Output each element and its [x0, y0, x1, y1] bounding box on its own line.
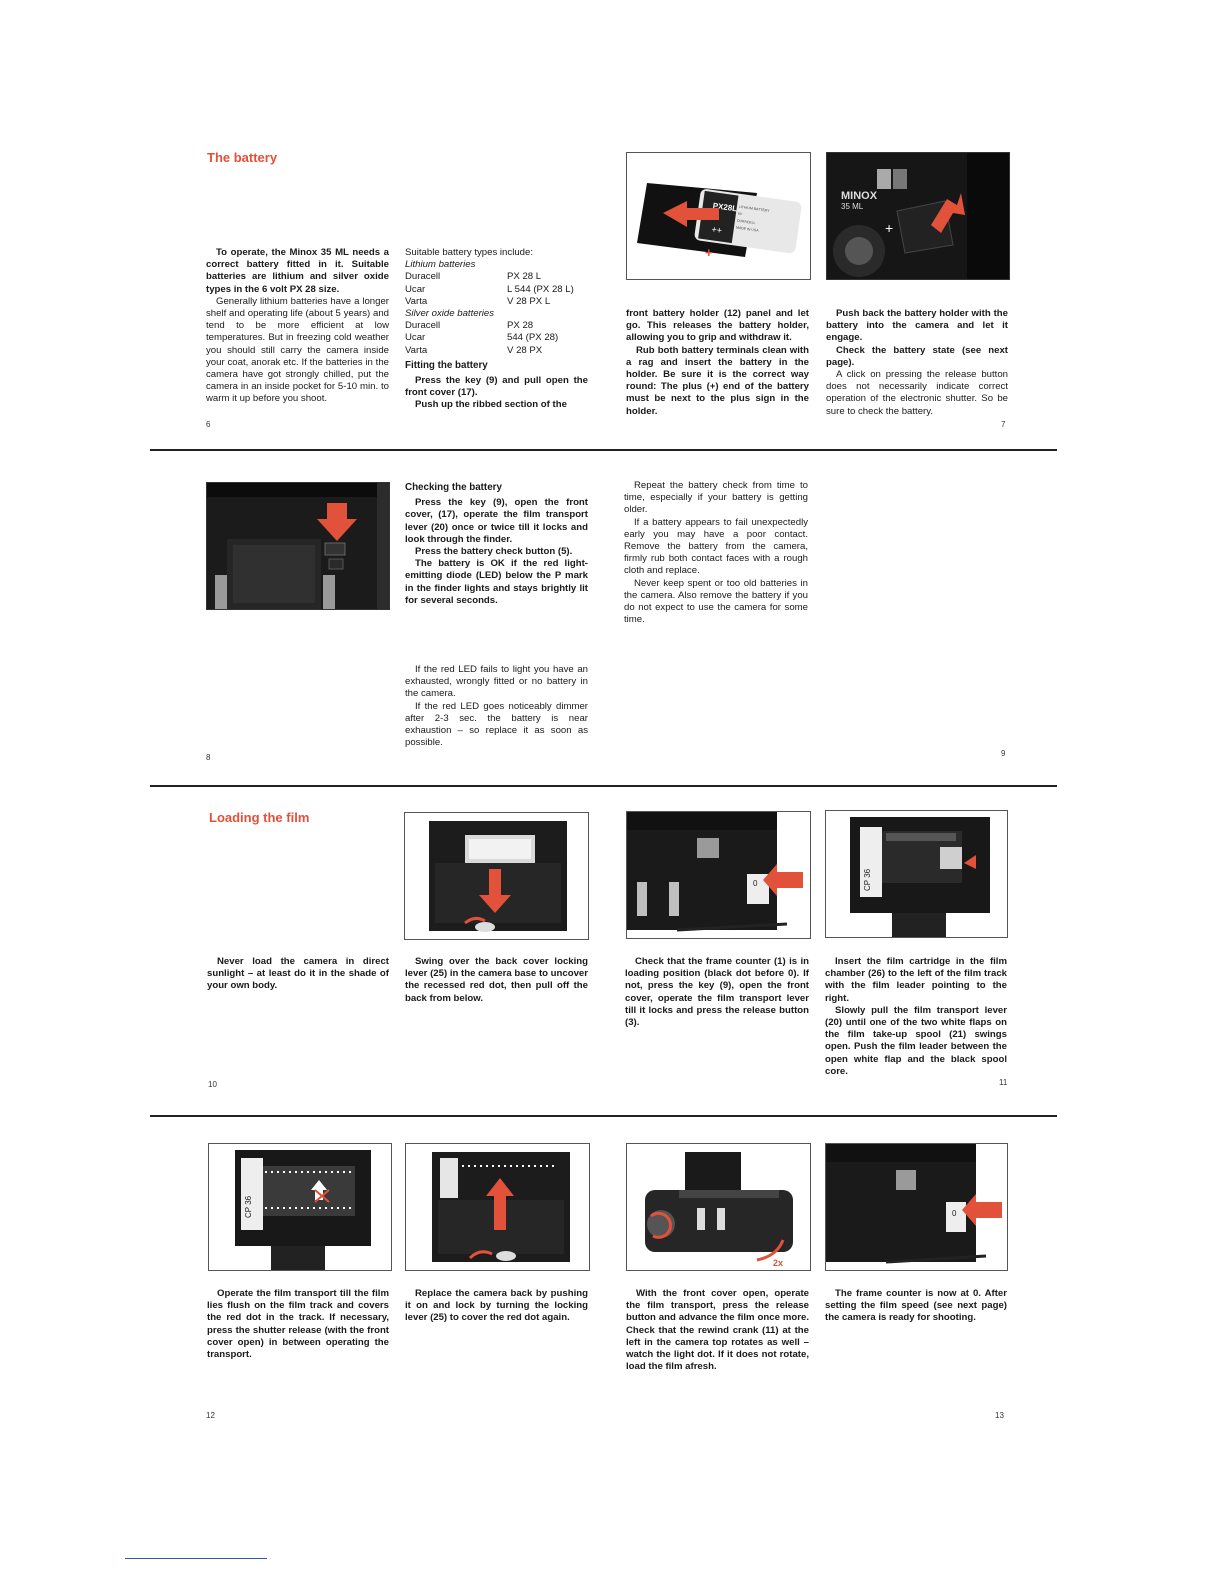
poor-contact-paragraph: If a battery appears to fail unexpectedly early you may have a poor contact. Remove the battery from the camera, firmly rub both contact faces with a rough cloth and replace. — [624, 516, 808, 577]
battery-pushback-paragraph: Push back the battery holder with the battery into the camera and let it engage. — [826, 308, 1008, 344]
page-number: 10 — [208, 1080, 217, 1089]
ready-paragraph: The frame counter is now at 0. After setting the film speed (see next page) the camera is ready for shooting. — [825, 1288, 1007, 1324]
plus-sign: + — [885, 220, 894, 236]
table-row — [405, 332, 588, 344]
section-heading-battery: The battery — [207, 150, 278, 165]
release-click-paragraph: A click on pressing the release button does not necessarily indicate correct operation of the electronic shutter. So be sure to check the battery. — [826, 369, 1008, 417]
table-row — [405, 345, 588, 357]
camera-brand: MINOX — [841, 190, 878, 202]
battery-pushback-text — [826, 308, 1008, 418]
rewind-crank-paragraph: With the front cover open, operate the film transport, press the release button and advance the film once more. Check that the rewind crank (11) at the left in the camera top rotates as well – watch the light dot. If it does not rotate, load the film afresh. — [626, 1288, 809, 1373]
back-cover-photo — [404, 812, 589, 940]
ready-text — [825, 1288, 1007, 1325]
page-number: 9 — [1001, 749, 1006, 758]
film-cartridge-photo — [825, 810, 1008, 938]
battery-insert-paragraph: Rub both battery terminals clean with a rag and insert the battery in the holder. Be sure it is the correct way round: The plus (+) end of the battery must be next to the plus sign in the holder. — [626, 344, 809, 417]
page-divider — [150, 1115, 1057, 1117]
replace-back-photo — [405, 1143, 590, 1271]
film-transport-paragraph: Operate the film transport till the film lies flush on the film track and covers the red dot in the track. If necessary, press the shutter release (with the front cover open) in between operating the transport. — [207, 1288, 389, 1361]
frame-counter-paragraph: Check that the frame counter (1) is in loading position (black dot before 0). If not, press the key (9), open the front cover, operate the film transport lever till it locks and press the release button (3). — [625, 956, 809, 1029]
check-step: Press the key (9), open the front cover, (17), operate the film transport lever (20) once or twice till it locks and look through the finder. — [405, 497, 588, 545]
lithium-table — [405, 271, 588, 308]
table-row — [405, 284, 588, 296]
page-number: 6 — [206, 420, 211, 429]
back-cover-paragraph: Swing over the back cover locking lever (25) in the camera base to uncover the recessed red dot, then pull off the back from below. — [405, 956, 588, 1004]
replace-back-text — [405, 1288, 588, 1325]
loading-caution-text — [207, 956, 389, 993]
film-transport-text — [207, 1288, 389, 1361]
battery-label: PX28L — [712, 201, 738, 214]
cartridge-label: CP 36 — [244, 1195, 253, 1218]
check-step: Press the battery check button (5). — [415, 546, 573, 558]
camera-battery-photo — [826, 152, 1010, 280]
rotate-label: 2x — [773, 1258, 784, 1268]
check-step: The battery is OK if the red light-emitting diode (LED) below the P mark in the finder lights and stays brightly lit for several seconds. — [405, 558, 588, 606]
battery-check-note: Check the battery state (see next page). — [826, 344, 1008, 368]
section-heading-loading: Loading the film — [209, 810, 310, 825]
film-transport-photo — [208, 1143, 392, 1271]
counter-mark: 0 — [952, 1209, 957, 1218]
repeat-check-paragraph: Repeat the battery check from time to time, especially if your battery is getting older. — [624, 480, 808, 516]
replace-back-paragraph: Replace the camera back by pushing it on and lock by turning the locking lever (25) to cover the red dot again. — [405, 1288, 588, 1324]
silver-table — [405, 320, 588, 357]
led-fail-paragraph: If the red LED fails to light you have an exhausted, wrongly fitted or no battery in the camera. — [405, 664, 588, 700]
page-number: 7 — [1001, 420, 1006, 429]
battery-brand: Ucar — [405, 283, 426, 295]
rewind-crank-text — [626, 1288, 809, 1373]
table-row — [405, 271, 588, 283]
rewind-crank-photo — [626, 1143, 811, 1271]
battery-holder-text — [626, 308, 809, 418]
battery-holder-photo — [626, 152, 811, 280]
table-row — [405, 296, 588, 308]
lithium-label: Lithium batteries — [405, 259, 476, 271]
battery-intro-text — [206, 247, 389, 406]
battery-small-text: LITHIUM BATTERY — [738, 204, 770, 214]
frame-counter-zero-photo — [825, 1143, 1008, 1271]
battery-holder-paragraph: front battery holder (12) panel and let go. This releases the battery holder, allowing you to grip and withdraw it. — [626, 308, 809, 344]
battery-brand: Varta — [405, 344, 428, 356]
led-fail-column — [405, 664, 588, 749]
page-divider — [150, 785, 1057, 787]
battery-types-intro: Suitable battery types include: — [405, 247, 533, 258]
insert-cartridge-paragraph: Insert the film cartridge in the film chamber (26) to the left of the film track with the film leader pointing to the right. — [825, 956, 1007, 1004]
battery-type: PX 28 L — [507, 271, 542, 283]
battery-type: PX 28 — [507, 320, 534, 332]
battery-small-text: DURACELL — [736, 218, 756, 226]
battery-check-photo — [206, 482, 390, 610]
battery-brand: Duracell — [405, 320, 441, 332]
camera-model: 35 ML — [841, 202, 864, 211]
battery-brand: Duracell — [405, 271, 441, 283]
battery-type: V 28 PX — [507, 344, 543, 356]
battery-small-text: 6V — [737, 211, 743, 217]
frame-counter-text — [625, 956, 809, 1029]
page-number: 8 — [206, 753, 211, 762]
page-number: 12 — [206, 1411, 215, 1420]
fitting-heading: Fitting the battery — [405, 359, 488, 371]
battery-small-text: MADE IN USA — [735, 225, 759, 233]
checking-battery-column — [405, 482, 588, 607]
spent-battery-paragraph: Never keep spent or too old batteries in the camera. Also remove the battery if you do not expect to use the camera for some time. — [624, 577, 808, 626]
fitting-step: Push up the ribbed section of the — [415, 399, 567, 411]
page-divider — [150, 449, 1057, 451]
silver-label: Silver oxide batteries — [405, 308, 495, 320]
battery-brand: Varta — [405, 295, 428, 307]
battery-type: L 544 (PX 28 L) — [507, 283, 574, 295]
footer-line — [125, 1558, 267, 1559]
battery-types-column — [405, 247, 588, 412]
repeat-check-column — [624, 480, 808, 626]
battery-lithium-paragraph: Generally lithium batteries have a longer shelf and operating life (about 5 years) and tend to be more efficient at low temperatures. But in freezing cold weather you should still carry the camera inside your coat, anorak etc. If the batteries in the camera have got strongly chilled, put the camera in an inside pocket for 5-10 min. to warm it up before you shoot. — [206, 295, 389, 405]
cartridge-label: CP 36 — [863, 868, 872, 891]
fitting-step: Press the key (9) and pull open the front cover (17). — [405, 375, 588, 399]
counter-mark: 0 — [753, 879, 758, 888]
battery-type: V 28 PX L — [507, 295, 551, 307]
back-cover-text — [405, 956, 588, 1005]
battery-intro-paragraph: To operate, the Minox 35 ML needs a correct battery fitted in it. Suitable batteries are lithium and silver oxide types in the 6 volt PX 28 size. — [206, 247, 389, 295]
page-number: 13 — [995, 1411, 1004, 1420]
insert-cartridge-text — [825, 956, 1007, 1078]
frame-counter-photo — [626, 811, 811, 939]
led-dim-paragraph: If the red LED goes noticeably dimmer after 2-3 sec. the battery is near exhaustion – so replace it as soon as possible. — [405, 700, 588, 749]
plus-sign: + — [705, 245, 713, 260]
checking-battery-heading: Checking the battery — [405, 482, 502, 493]
table-row — [405, 320, 588, 332]
battery-type: 544 (PX 28) — [507, 332, 559, 344]
battery-brand: Ucar — [405, 332, 426, 344]
film-leader-paragraph: Slowly pull the film transport lever (20) until one of the two white flaps on the film take-up spool (21) swings open. Push the film leader between the open white flap and the black spool core. — [825, 1004, 1007, 1077]
page-number: 11 — [999, 1078, 1008, 1087]
loading-caution-paragraph: Never load the camera in direct sunlight – at least do it in the shade of your own body. — [207, 956, 389, 992]
plus-marks: ++ — [710, 224, 723, 236]
